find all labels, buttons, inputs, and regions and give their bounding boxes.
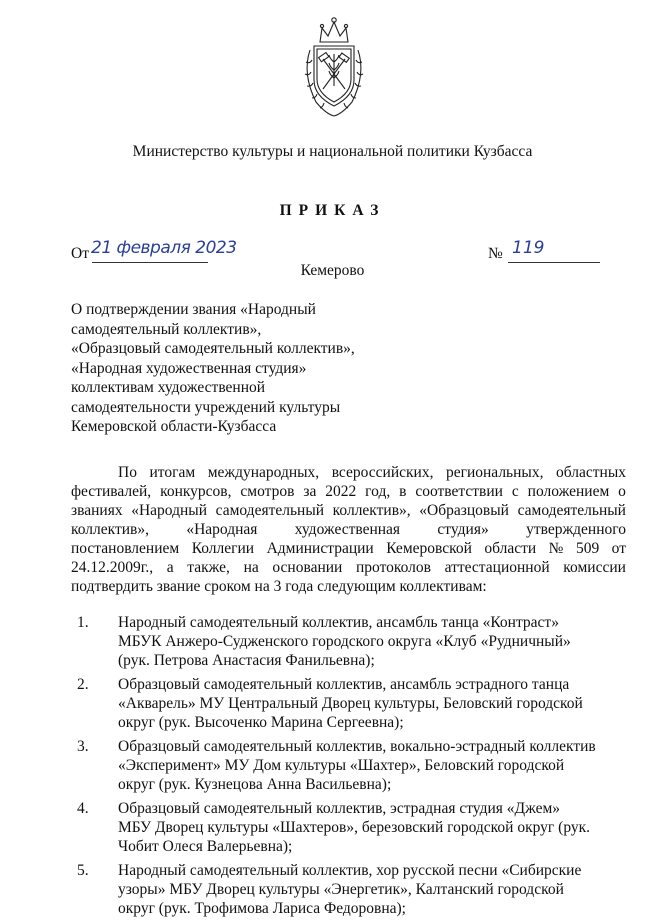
body-word: протоколов [355,559,431,576]
body-word: положением [527,483,610,500]
ministry-name: Министерство культуры и национальной политики Кузбасса [132,143,533,160]
body-line [71,482,626,501]
body-line [71,520,626,539]
list-item-line: «Акварель» МУ Центральный Дворец культуры, Беловский городской [118,695,583,712]
list-item-line: (рук. Петрова Анастасия Фанильевна); [118,652,375,669]
list-item-line: Образцовый самодеятельный коллектив, ансамбль эстрадного танца [118,676,570,693]
list-item-number: 4. [77,800,89,817]
body-word: званиях [71,502,123,519]
list-item-line: МБУ Дворец культуры «Шахтеров», березовский городской округ (рук. [118,819,591,836]
body-word: коллектив», [71,521,149,538]
body-word: областных [556,464,626,481]
list-item-line: МБУК Анжеро-Судженского городского округа «Клуб «Рудничный» [118,633,571,650]
list-item-line: Образцовый самодеятельный коллектив, эстрадная студия «Джем» [118,800,561,817]
list-item-number: 5. [77,862,89,879]
body-word: основании [272,559,343,576]
collective-list [71,613,631,923]
list-item-line: округ (рук. Трофимова Лариса Федоровна); [118,900,406,917]
body-word: 509 [575,540,600,557]
body-word: также, [187,559,230,576]
document-title: ПРИКАЗ [279,202,386,219]
body-word: По [118,464,137,481]
body-line [71,558,626,577]
number-prefix: № [488,245,503,262]
body-word: № [548,540,564,557]
body-word: региональных, [445,464,544,481]
list-item-line: «Эксперимент» МУ Дом культуры «Шахтер», Беловский городской [118,757,565,774]
list-item-number: 2. [77,676,89,693]
date-prefix: От [71,245,89,262]
body-line [71,501,626,520]
list-item [71,861,631,918]
city-name: Кемерово [300,262,365,279]
body-word: студия» [437,521,489,538]
body-word: соответствии [415,483,503,500]
list-item [71,675,631,732]
body-word: самодеятельный [215,502,325,519]
body-word: Кемеровской [386,540,472,557]
body-paragraph [71,463,626,596]
body-word: всероссийских, [331,464,434,481]
body-word: смотров [240,483,295,500]
list-item [71,737,631,794]
body-word: год, [365,483,391,500]
body-word: фестивалей, [71,483,152,500]
body-word: утвержденного [526,521,626,538]
list-item-number: 3. [77,738,89,755]
body-word: «Образцовый [419,502,509,519]
list-item-number: 1. [77,614,89,631]
list-item-line: узоры» МБУ Дворец культуры «Энергетик», Калтанский городской [118,881,564,898]
body-word: на [243,559,259,576]
body-word: 24.12.2009г., [71,559,154,576]
list-item [71,613,631,670]
list-item-line: Народный самодеятельный коллектив, хор русской песни «Сибирские [118,862,582,879]
body-word: в [399,483,407,500]
body-word: 2022 [325,483,357,500]
subject-line: Кемеровской области-Кузбасса [71,418,277,435]
list-item-line: округ (рук. Высоченко Марина Сергеевна); [118,714,404,731]
body-word: с [511,483,519,500]
order-subject [71,300,401,437]
body-word: постановлением [71,540,180,557]
body-word: от [611,540,626,557]
subject-line: коллективам художественной [71,379,266,396]
list-item-line: Чобит Олеся Валерьевна); [118,838,293,855]
subject-line: самодеятельный коллектив», [71,320,262,338]
body-line [71,577,626,596]
body-word: подтвердить звание сроком на 3 года следующим коллективам: [71,578,487,595]
handwritten-date: 21 февраля 2023 [91,238,237,258]
subject-line: самодеятельности учреждений культуры [71,398,341,416]
list-item-line: округ (рук. Кузнецова Анна Васильевна); [118,776,392,793]
body-word: «Народный [131,502,207,519]
body-word: самодеятельный [517,502,626,519]
body-word: «Народная [186,521,258,538]
list-item-line: Народный самодеятельный коллектив, ансамбль танца «Контраст» [118,614,559,631]
list-item [71,799,631,856]
body-word: аттестационной [444,559,550,576]
body-word: коллектив», [332,502,411,519]
body-word: за [303,483,317,500]
body-word: комиссии [563,559,626,576]
body-word: а [166,559,174,576]
subject-line: «Образцовый самодеятельный коллектив», [71,340,355,357]
body-word: Коллегии [191,540,255,557]
body-word: конкурсов, [160,483,232,500]
body-line [71,463,626,482]
handwritten-number: 119 [512,238,545,258]
list-item-line: Образцовый самодеятельный коллектив, вокально-эстрадный коллектив [118,738,596,755]
body-word: итогам [149,464,196,481]
body-word: о [618,483,626,500]
body-word: области [484,540,537,557]
body-word: художественная [294,521,401,538]
body-word: Администрации [266,540,374,557]
body-word: международных, [207,464,320,481]
kuzbass-coat-of-arms-icon [296,14,372,120]
body-line [71,539,626,558]
subject-line: О подтверждении звания «Народный [71,301,316,318]
subject-line: «Народная художественная студия» [71,359,307,377]
